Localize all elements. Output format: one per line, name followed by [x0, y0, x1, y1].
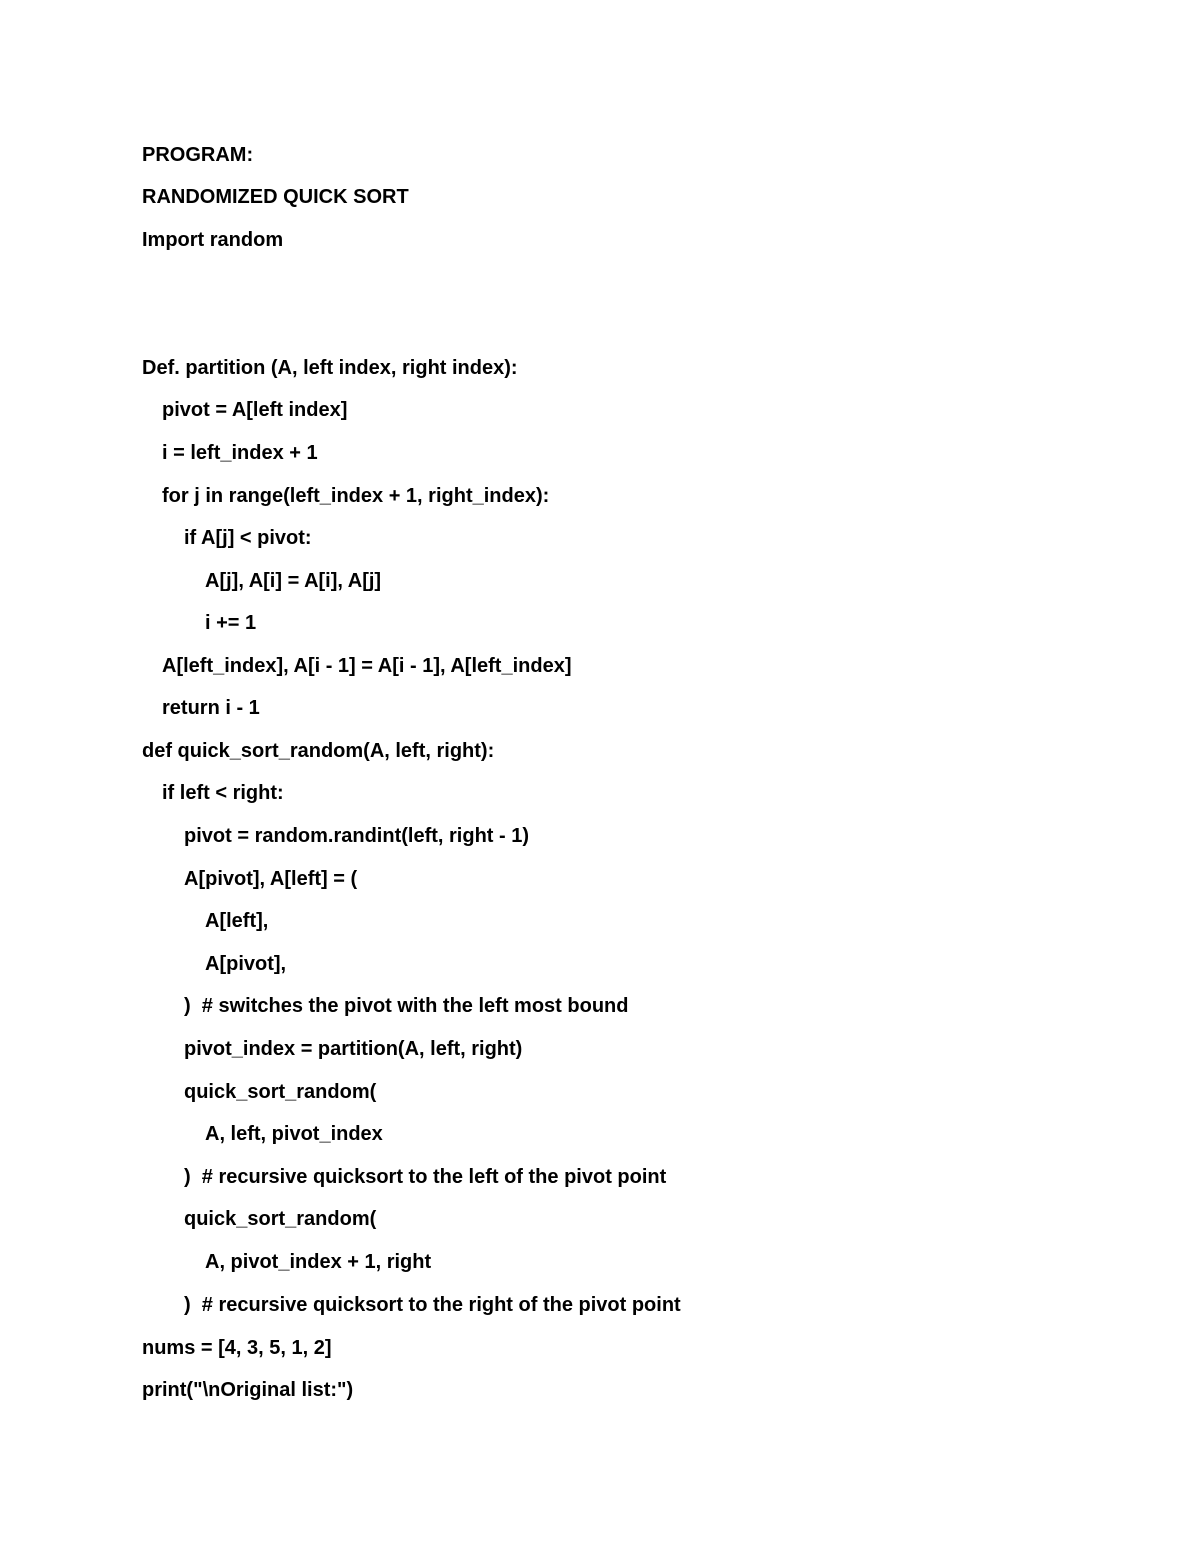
document-title: RANDOMIZED QUICK SORT: [142, 186, 409, 208]
code-line: A[pivot], A[left] = (: [184, 868, 358, 890]
code-line: A, pivot_index + 1, right: [205, 1251, 432, 1273]
code-line: nums = [4, 3, 5, 1, 2]: [142, 1337, 332, 1359]
code-line: Def. partition (A, left index, right index):: [142, 357, 518, 379]
code-line: ) # recursive quicksort to the left of the pivot point: [184, 1166, 667, 1188]
code-line: print("\nOriginal list:"): [142, 1379, 354, 1401]
code-line: A[pivot],: [205, 953, 287, 975]
code-line: A[left],: [205, 910, 269, 932]
code-line: if A[j] < pivot:: [184, 527, 312, 549]
code-line: A[left_index], A[i - 1] = A[i - 1], A[left_index]: [162, 655, 572, 677]
code-line: i = left_index + 1: [162, 442, 318, 464]
code-line: pivot_index = partition(A, left, right): [184, 1038, 523, 1060]
code-line: quick_sort_random(: [184, 1208, 377, 1230]
code-line: return i - 1: [162, 697, 260, 719]
code-line: ) # recursive quicksort to the right of the pivot point: [184, 1294, 681, 1316]
code-line: if left < right:: [162, 782, 284, 804]
program-heading: PROGRAM:: [142, 144, 254, 166]
code-line: ) # switches the pivot with the left most bound: [184, 995, 629, 1017]
code-line: pivot = random.randint(left, right - 1): [184, 825, 529, 847]
code-line: quick_sort_random(: [184, 1081, 377, 1103]
code-line: i += 1: [205, 612, 257, 634]
code-line: pivot = A[left index]: [162, 399, 348, 421]
code-line: Import random: [142, 229, 284, 251]
code-line: A[j], A[i] = A[i], A[j]: [205, 570, 382, 592]
code-line: A, left, pivot_index: [205, 1123, 383, 1145]
code-line: def quick_sort_random(A, left, right):: [142, 740, 495, 762]
code-line: for j in range(left_index + 1, right_index):: [162, 485, 550, 507]
